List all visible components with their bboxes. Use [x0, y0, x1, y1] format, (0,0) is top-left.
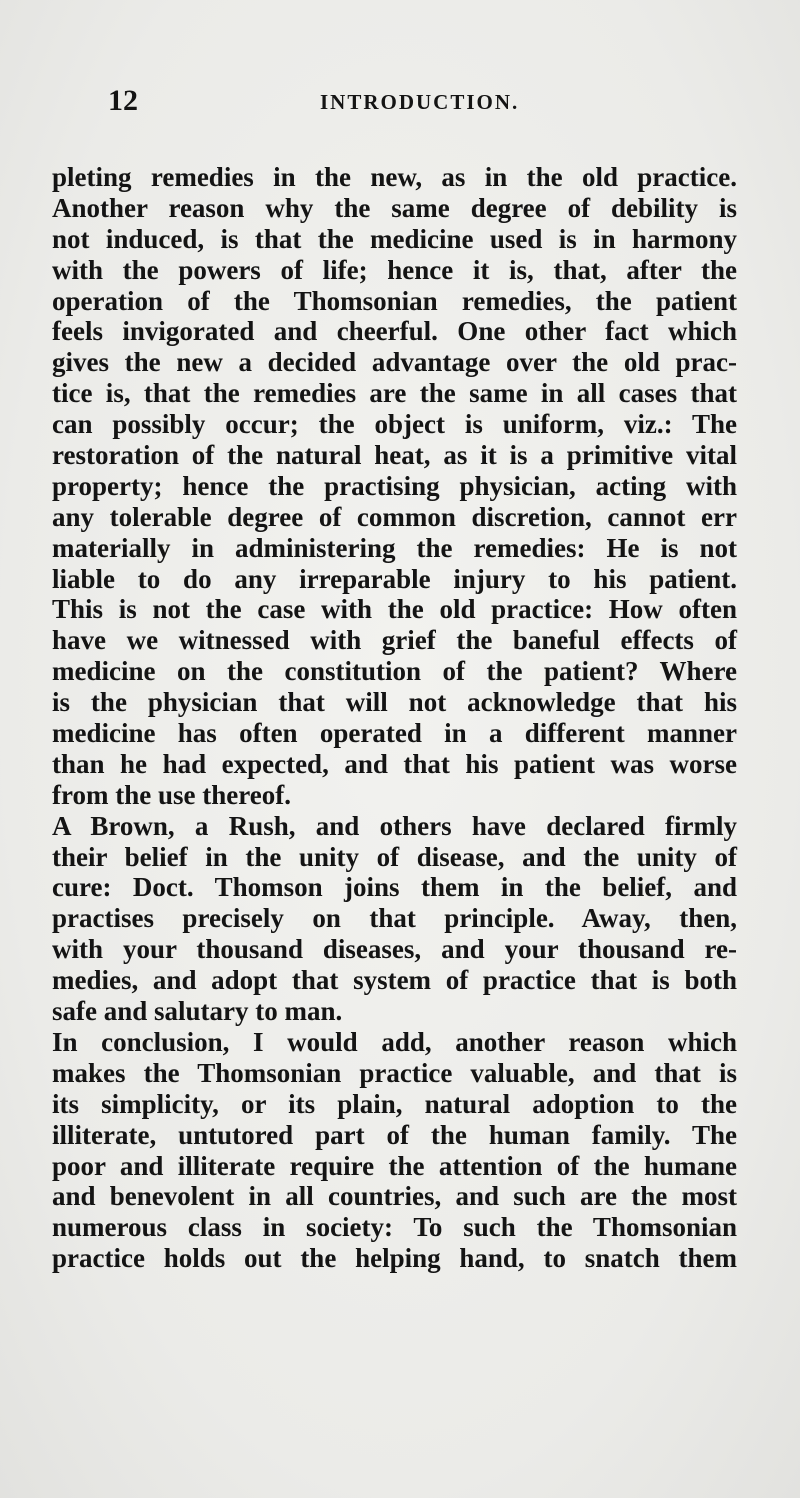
text-line: not induced, is that the medicine used is in harmony: [52, 223, 737, 254]
text-line: cure: Doct. Thomson joins them in the belief, and: [52, 872, 737, 903]
text-line: have we witnessed with grief the baneful effects of: [52, 625, 737, 656]
text-line: liable to do any irreparable injury to his patient.: [52, 563, 737, 594]
running-head: INTRODUCTION.: [320, 90, 520, 114]
page-header: [108, 84, 728, 124]
text-line: is the physician that will not acknowledge that his: [52, 687, 737, 718]
text-line: property; hence the practising physician, acting with: [52, 470, 737, 501]
text-line: its simplicity, or its plain, natural adoption to the: [52, 1088, 737, 1119]
text-line: pleting remedies in the new, as in the old practice.: [52, 162, 737, 192]
text-line: This is not the case with the old practice: How often: [52, 594, 737, 625]
text-line: and benevolent in all countries, and such are the most: [52, 1181, 737, 1212]
text-line: Another reason why the same degree of debility is: [52, 192, 737, 223]
text-line: from the use thereof.: [52, 779, 291, 810]
text-line: with your thousand diseases, and your thousand re-: [52, 934, 737, 965]
text-line: can possibly occur; the object is uniform, viz.: The: [52, 409, 737, 440]
text-line: than he had expected, and that his patient was worse: [52, 748, 737, 779]
text-line: In conclusion, I would add, another reason which: [52, 1026, 737, 1057]
text-line: restoration of the natural heat, as it is a primitive vital: [52, 440, 737, 471]
text-line: illiterate, untutored part of the human family. The: [52, 1119, 737, 1150]
text-line: gives the new a decided advantage over the old prac-: [52, 347, 737, 378]
text-line: A Brown, a Rush, and others have declared firmly: [52, 810, 737, 841]
text-line: medies, and adopt that system of practice that is both: [52, 965, 737, 996]
text-line: medicine on the constitution of the patient? Where: [52, 656, 737, 687]
text-line: with the powers of life; hence it is, that, after the: [52, 254, 737, 285]
text-line: tice is, that the remedies are the same in all cases that: [52, 378, 737, 409]
text-line: poor and illiterate require the attention of the humane: [52, 1150, 737, 1181]
text-line: numerous class in society: To such the Thomsonian: [52, 1212, 737, 1243]
text-line: practises precisely on that principle. Away, then,: [52, 903, 737, 934]
body-text: [52, 162, 737, 1274]
text-line: any tolerable degree of common discretion, cannot err: [52, 501, 737, 532]
text-line: makes the Thomsonian practice valuable, and that is: [52, 1057, 737, 1088]
text-line: medicine has often operated in a different manner: [52, 718, 737, 749]
text-line: practice holds out the helping hand, to snatch them: [52, 1243, 737, 1274]
text-line: their belief in the unity of disease, and the unity of: [52, 841, 737, 872]
text-line: operation of the Thomsonian remedies, the patient: [52, 285, 737, 316]
text-line: safe and salutary to man.: [52, 996, 343, 1027]
text-line: feels invigorated and cheerful. One other fact which: [52, 316, 737, 347]
text-line: materially in administering the remedies: He is not: [52, 532, 737, 563]
page-number: 12: [108, 84, 138, 117]
